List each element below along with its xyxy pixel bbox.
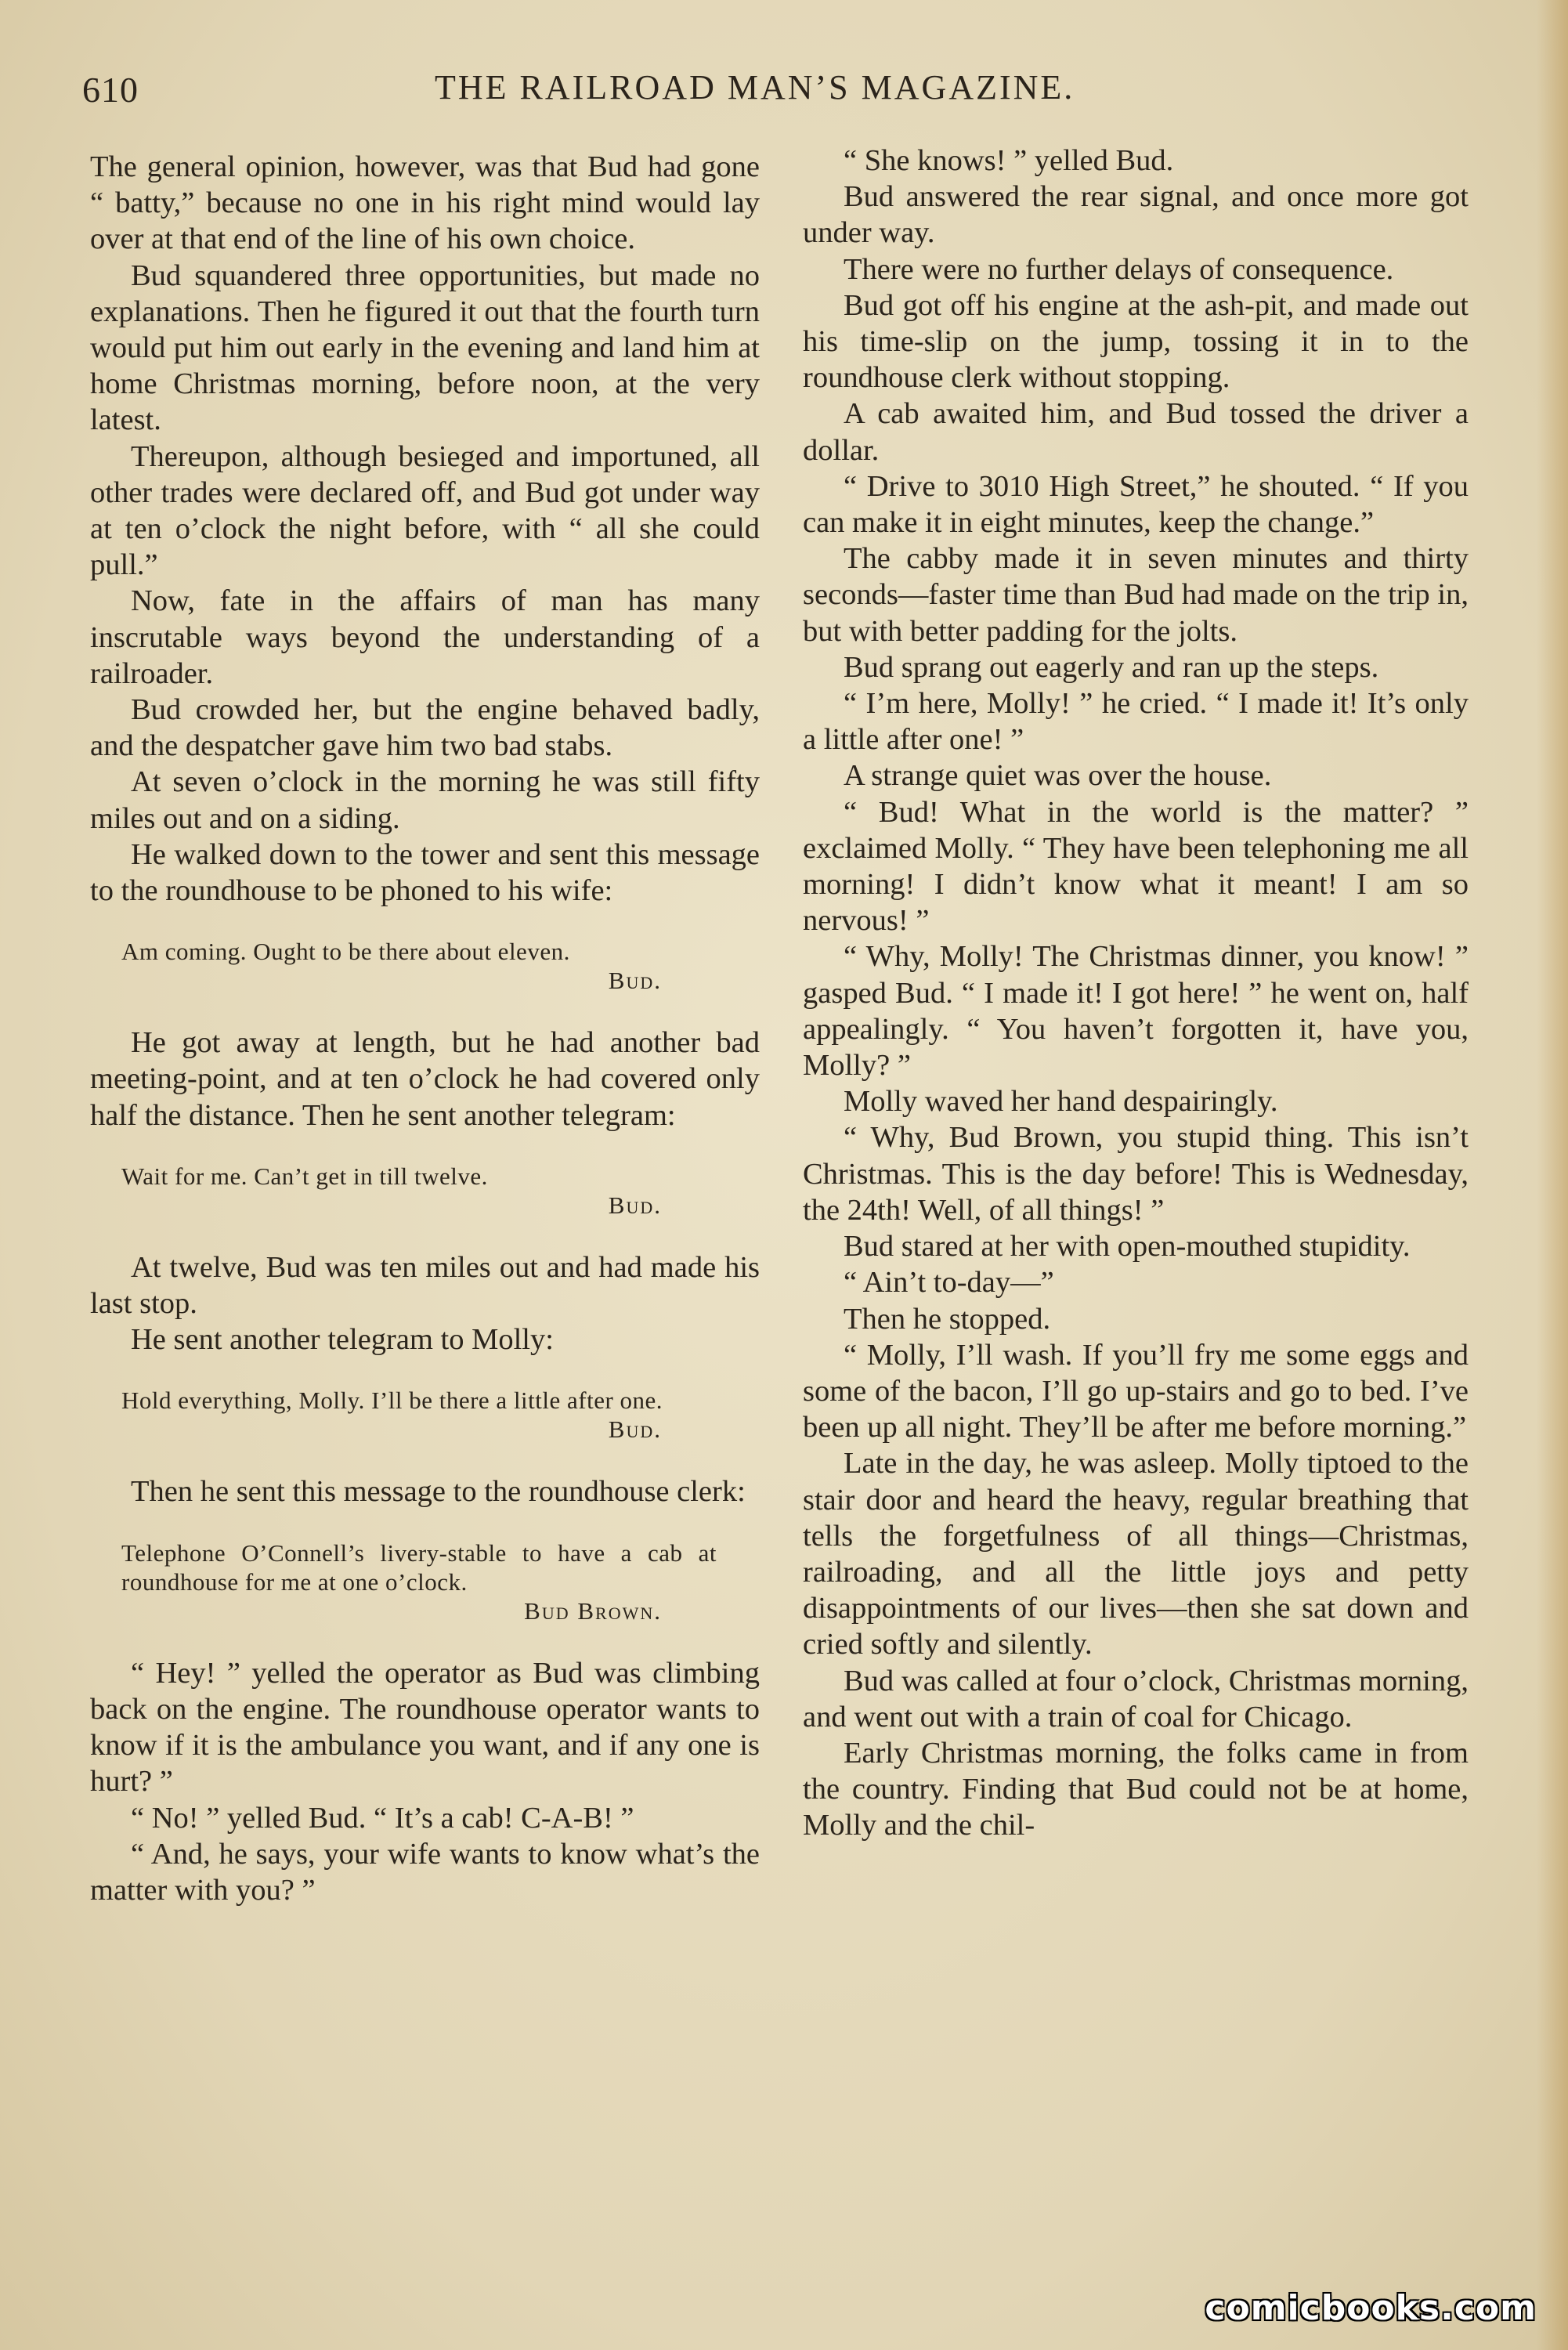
- paragraph: He walked down to the tower and sent this message to the roundhouse to be phoned to his wife:: [90, 837, 760, 908]
- running-title: THE RAILROAD MAN’S MAGAZINE.: [435, 68, 1075, 107]
- telegram-text: Telephone O’Connell’s livery-stable to have a cab at roundhouse for me at one o’clock.: [121, 1538, 717, 1596]
- paragraph: At seven o’clock in the morning he was still fifty miles out and on a siding.: [90, 765, 760, 835]
- paragraph: Bud was called at four o’clock, Christmas morning, and went out with a train of coal for Chicago.: [803, 1664, 1469, 1734]
- paragraph: Late in the day, he was asleep. Molly tiptoed to the stair door and heard the heavy, regular breathing that tells the forgetfulness of all things—Christmas, railroading, and all the little joys and petty disappointments of our lives—then she sat down and cried softly and silently.: [803, 1447, 1469, 1661]
- paragraph: Bud got off his engine at the ash-pit, and made out his time-slip on the jump, tossing it in to the roundhouse clerk without stopping.: [803, 288, 1469, 395]
- paragraph: A strange quiet was over the house.: [844, 759, 1272, 793]
- paragraph: “ Hey! ” yelled the operator as Bud was climbing back on the engine. The roundhouse operator wants to know if it is the ambulance you want, and if any one is hurt? ”: [90, 1656, 760, 1799]
- paragraph: Then he sent this message to the roundhouse clerk:: [131, 1475, 746, 1509]
- page-number: 610: [82, 70, 139, 110]
- paragraph: “ Bud! What in the world is the matter? ” exclaimed Molly. “ They have been telephoning me all morning! I didn’t know what it meant! I am so nervous! ”: [803, 795, 1469, 938]
- telegram-signature: Bud.: [608, 1191, 662, 1219]
- paragraph: Early Christmas morning, the folks came in from the country. Finding that Bud could not be at home, Molly and the chil-: [803, 1736, 1469, 1842]
- paragraph: “ Why, Molly! The Christmas dinner, you know! ” gasped Bud. “ I made it! I got here! ” he went on, half appealingly. “ You haven’t forgotten it, have you, Molly? ”: [803, 940, 1469, 1083]
- paragraph: Bud answered the rear signal, and once more got under way.: [803, 180, 1469, 250]
- paragraph: Bud squandered three opportunities, but made no explanations. Then he figured it out that the fourth turn would put him out early in the evening and land him at home Christmas morning, before noon, at the very latest.: [90, 258, 760, 437]
- paragraph: “ Ain’t to-day—”: [844, 1266, 1054, 1300]
- telegram-signature: Bud.: [608, 1415, 662, 1444]
- paragraph: Bud crowded her, but the engine behaved badly, and the despatcher gave him two bad stabs.: [90, 693, 760, 763]
- site-watermark: comicbooks.com: [1205, 2288, 1537, 2328]
- paragraph: There were no further delays of consequence.: [844, 252, 1394, 286]
- telegram-signature: Bud.: [608, 967, 662, 995]
- telegram-message: [121, 1538, 717, 1625]
- paragraph: The cabby made it in seven minutes and thirty seconds—faster time than Bud had made on the trip in, but with better padding for the jolts.: [803, 542, 1469, 648]
- right-column: [803, 143, 1469, 1844]
- paragraph: “ Drive to 3010 High Street,” he shouted. “ If you can make it in eight minutes, keep the change.”: [803, 469, 1469, 540]
- page-header: [82, 61, 1513, 116]
- paragraph: Bud sprang out eagerly and ran up the steps.: [844, 650, 1379, 684]
- paragraph: “ And, he says, your wife wants to know what’s the matter with you? ”: [90, 1837, 760, 1907]
- paragraph: Now, fate in the affairs of man has many inscrutable ways beyond the understanding of a railroader.: [90, 584, 760, 690]
- paragraph: A cab awaited him, and Bud tossed the driver a dollar.: [803, 397, 1469, 467]
- telegram-message: [121, 1162, 717, 1220]
- paragraph: “ Why, Bud Brown, you stupid thing. This isn’t Christmas. This is the day before! This is Wednesday, the 24th! Well, of all things! ”: [803, 1121, 1469, 1227]
- paragraph: Then he stopped.: [844, 1302, 1051, 1336]
- page-edge-shading: [1537, 0, 1568, 2350]
- paragraph: “ No! ” yelled Bud. “ It’s a cab! C-A-B! ”: [131, 1801, 634, 1835]
- telegram-text: Wait for me. Can’t get in till twelve.: [121, 1162, 488, 1190]
- paragraph: He got away at length, but he had another bad meeting-point, and at ten o’clock he had covered only half the distance. Then he sent another telegram:: [90, 1026, 760, 1132]
- paragraph: He sent another telegram to Molly:: [131, 1323, 554, 1357]
- paragraph: Molly waved her hand despairingly.: [844, 1085, 1278, 1119]
- paragraph: “ I’m here, Molly! ” he cried. “ I made it! It’s only a little after one! ”: [803, 687, 1469, 757]
- paragraph: The general opinion, however, was that Bud had gone “ batty,” because no one in his right mind would lay over at that end of the line of his own choice.: [90, 150, 760, 256]
- paragraph: At twelve, Bud was ten miles out and had made his last stop.: [90, 1250, 760, 1321]
- paragraph: “ Molly, I’ll wash. If you’ll fry me some eggs and some of the bacon, I’ll go up-stairs and go to bed. I’ve been up all night. They’ll be after me before morning.”: [803, 1338, 1469, 1444]
- paragraph: “ She knows! ” yelled Bud.: [844, 144, 1174, 177]
- telegram-message: [121, 1386, 717, 1444]
- telegram-text: Am coming. Ought to be there about eleven.: [121, 938, 570, 966]
- left-column: [90, 149, 760, 1908]
- paragraph: Thereupon, although besieged and importuned, all other trades were declared off, and Bud got under way at ten o’clock the night before, with “ all she could pull.”: [90, 439, 760, 582]
- telegram-text: Hold everything, Molly. I’ll be there a little after one.: [121, 1386, 663, 1415]
- telegram-message: [121, 937, 717, 995]
- telegram-signature: Bud Brown.: [524, 1596, 662, 1625]
- paragraph: Bud stared at her with open-mouthed stupidity.: [844, 1230, 1411, 1264]
